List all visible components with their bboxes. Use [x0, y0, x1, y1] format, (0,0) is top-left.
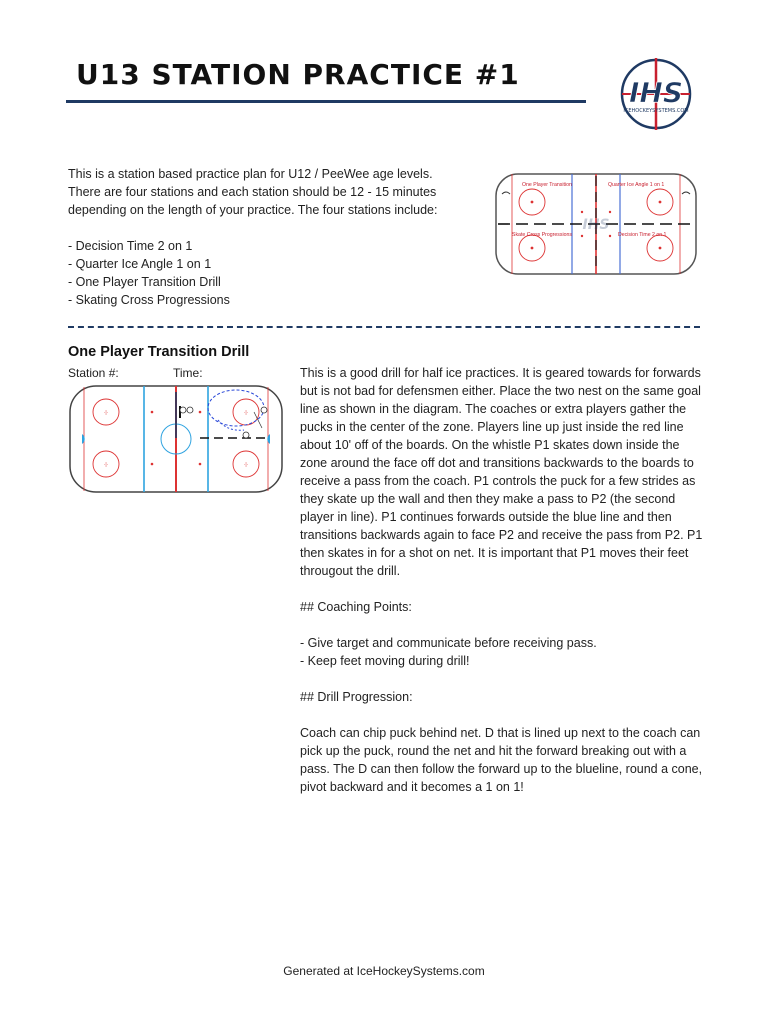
coaching-point: - Keep feet moving during drill!: [300, 654, 470, 668]
ihs-logo: [604, 54, 704, 134]
logo-subtext: ICEHOCKEYSYSTEMS.COM: [623, 108, 689, 114]
station-list-item: - Quarter Ice Angle 1 on 1: [68, 257, 212, 271]
page-title: U13 STATION PRACTICE #1: [76, 58, 520, 91]
footer-text: Generated at IceHockeySystems.com: [283, 964, 485, 978]
drill-description: [300, 364, 710, 814]
section-divider: [68, 326, 700, 328]
coaching-points-list: [300, 634, 710, 670]
station-list-item: - One Player Transition Drill: [68, 275, 221, 289]
station-list-item: - Decision Time 2 on 1: [68, 239, 193, 253]
coaching-points-heading: ## Coaching Points:: [300, 600, 412, 614]
drill-progression-heading: ## Drill Progression:: [300, 690, 413, 704]
svg-text:·|·: ·|·: [243, 462, 249, 468]
overview-label-bottom-left: Skate Cross Progressions: [512, 232, 572, 238]
overview-label-top-left: One Player Transition: [522, 182, 572, 188]
drill-rink-diagram: [68, 384, 284, 494]
svg-text:·|·: ·|·: [243, 410, 249, 416]
coaching-point: - Give target and communicate before receiving pass.: [300, 636, 597, 650]
drill-description-paragraph: This is a good drill for half ice practices. It is geared towards for forwards but is not bad for defensmen either. Place the two nest on the same goal line as shown in the diagram. The coaches or extra players gather the pucks in the center of the zone. Players line up just inside the red line about 10' off of the boards. On the whistle P1 skates down inside the zone around the face off dot and transitions backwards to the boards to receive a pass from the coach. P1 controls the puck for a few strides as they skate up the wall and then they make a pass to P2 (the second player in line). P1 continues forwards outside the blue line and then transitions backwards again to face P2 and receive the pass from P2. P1 then skates in for a shot on net. It is important that P1 moves their feet througout the drill.: [300, 366, 703, 578]
drill-progression-paragraph: Coach can chip puck behind net. D that is lined up next to the coach can pick up the puck, round the net and hit the forward breaking out with a pass. The D can then follow the forward up to the blueline, round a cone, pivot backward and it becomes a 1 on 1!: [300, 726, 703, 794]
svg-text:·|·: ·|·: [103, 410, 109, 416]
intro-section: [68, 165, 468, 309]
overview-label-top-right: Quarter Ice Angle 1 on 1: [608, 182, 665, 188]
svg-text:·|·: ·|·: [103, 462, 109, 468]
svg-text:IHS: IHS: [582, 217, 610, 233]
drill-title: One Player Transition Drill: [68, 344, 250, 360]
time-label: Time:: [173, 366, 203, 380]
station-list: [68, 237, 468, 309]
intro-paragraph: This is a station based practice plan for U12 / PeeWee age levels. There are four stations and each station should be 12 - 15 minutes depending on the length of your practice. The four stations include:: [68, 167, 438, 217]
station-time-row: [68, 366, 288, 380]
overview-rink-diagram: [494, 172, 698, 276]
station-label: Station #:: [68, 366, 119, 380]
title-underline: [66, 100, 586, 103]
logo-wordmark: IHS: [628, 76, 684, 109]
station-list-item: - Skating Cross Progressions: [68, 293, 230, 307]
overview-label-bottom-right: Decision Time 2 on 1: [618, 232, 667, 238]
